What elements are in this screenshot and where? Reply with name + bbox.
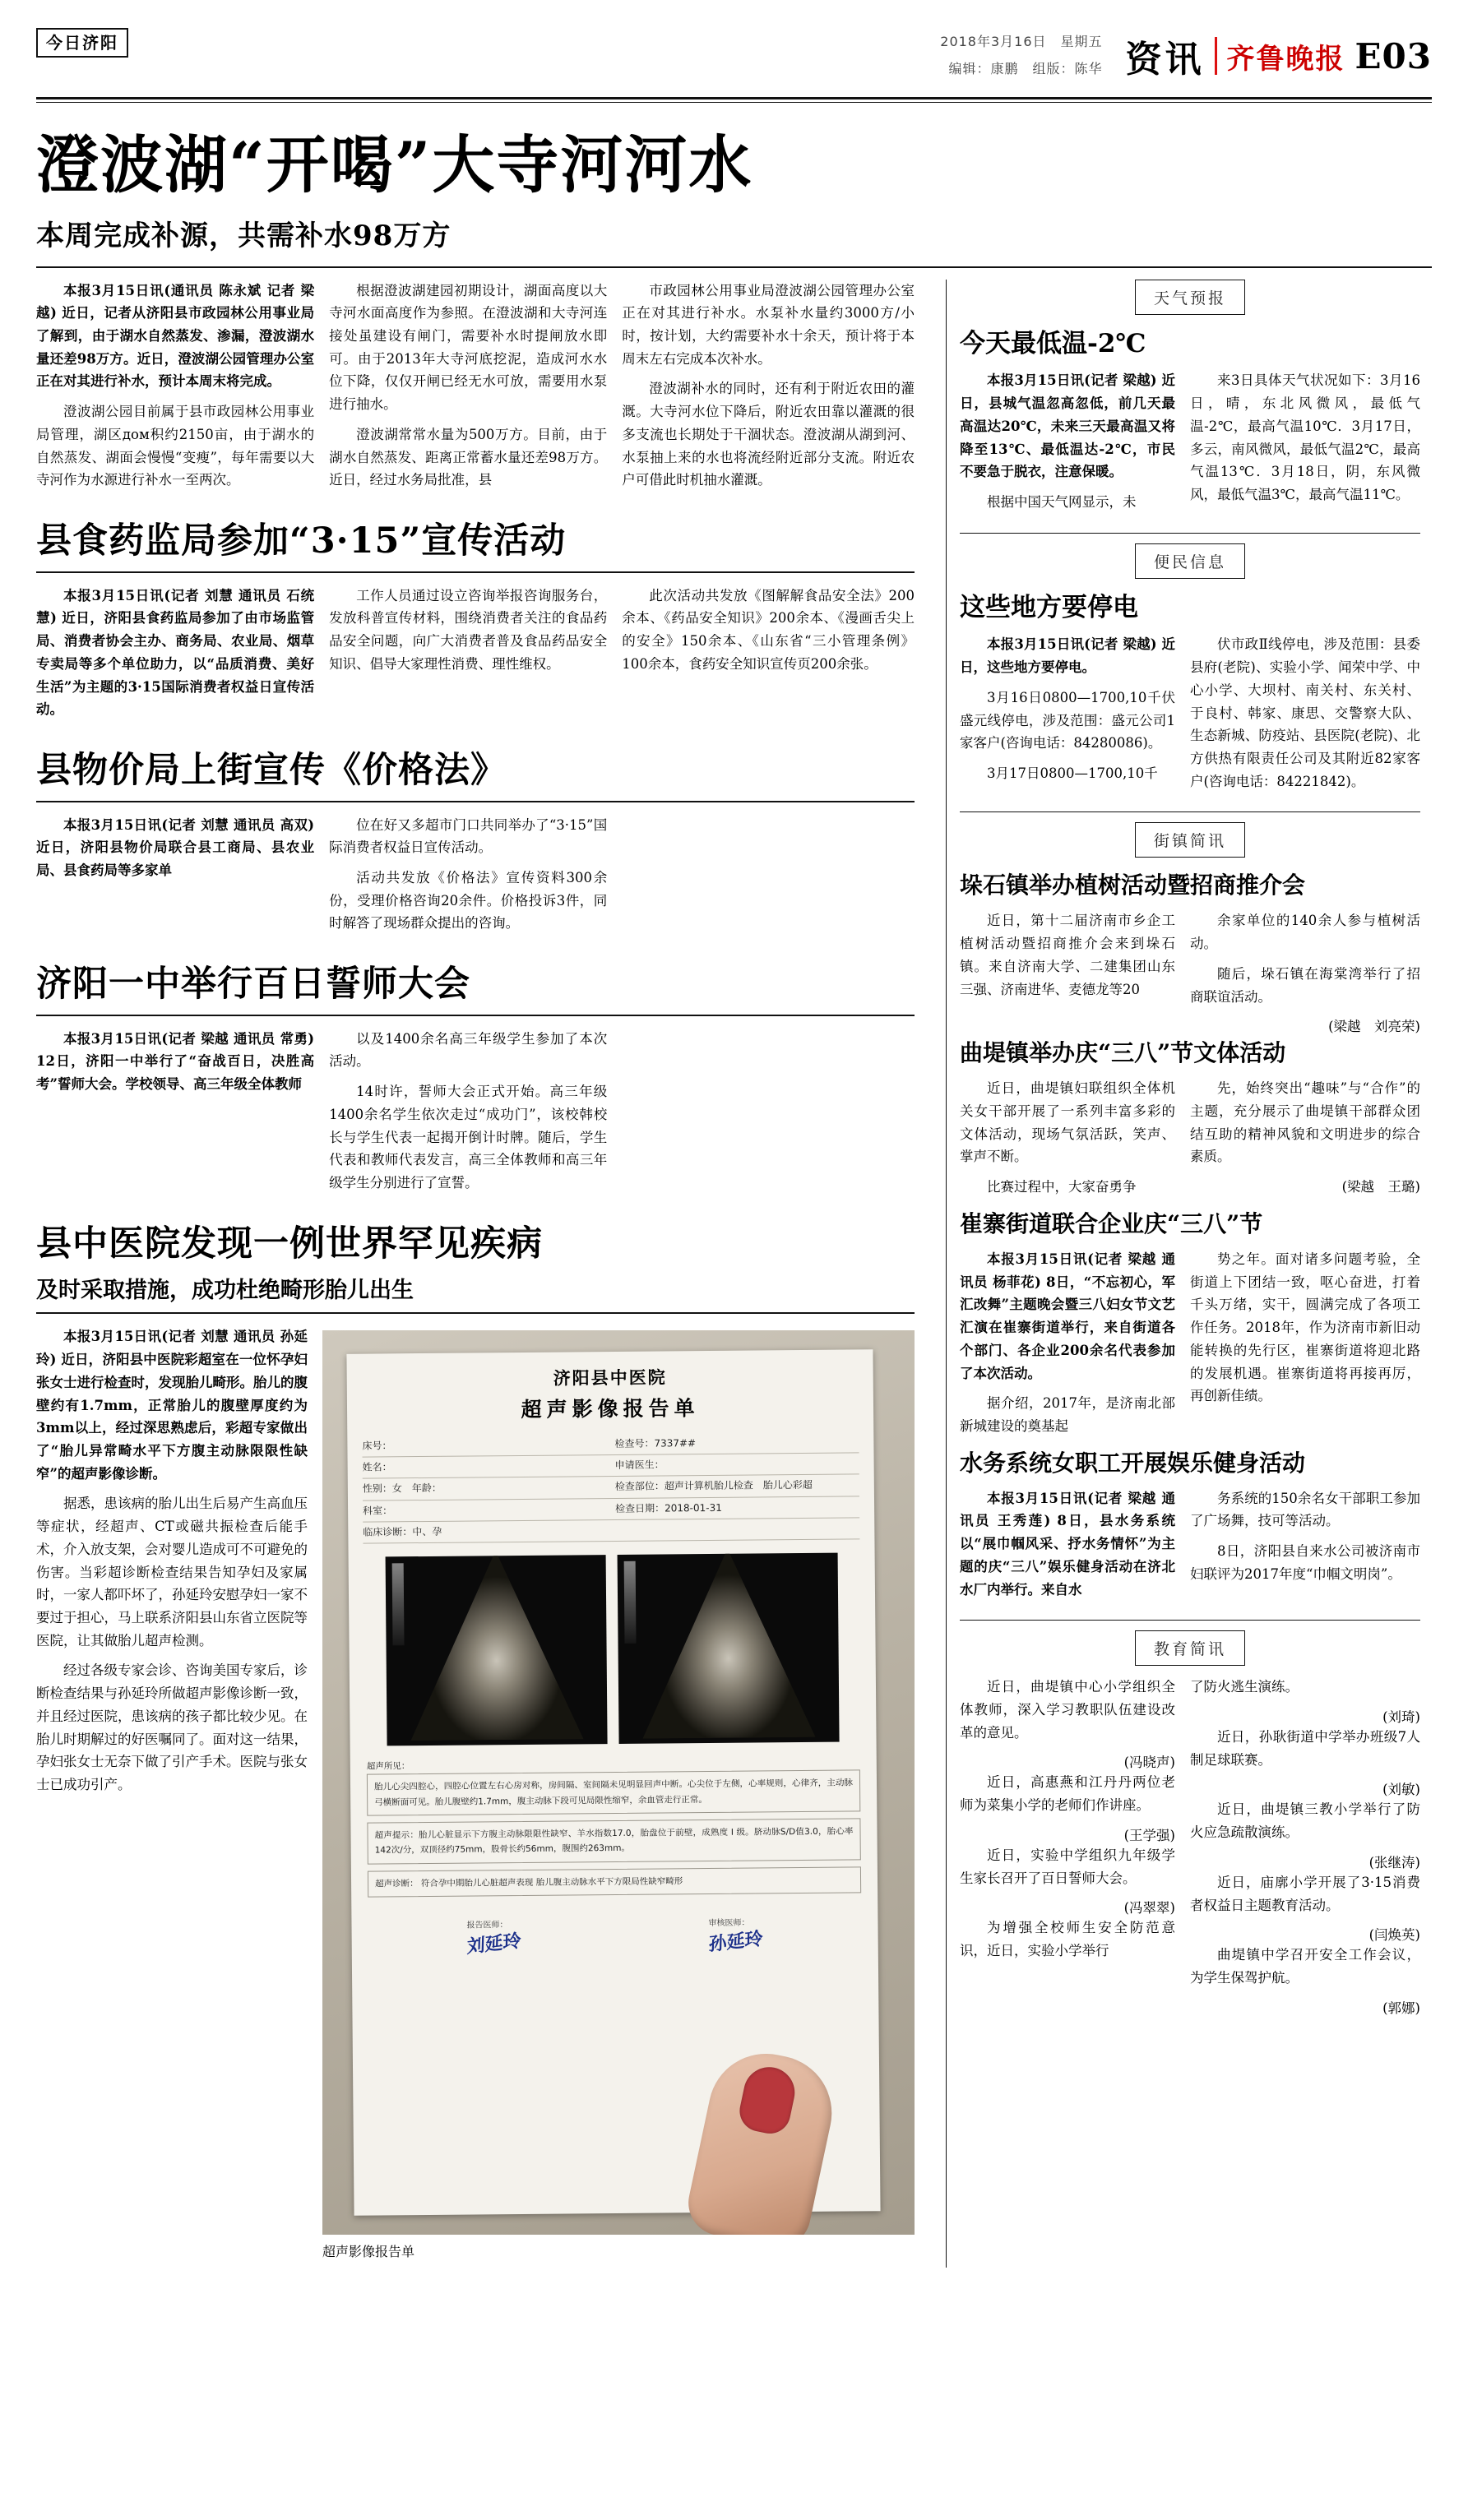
- paragraph: 本报3月15日讯(记者 梁越) 近日，县城气温忽高忽低，前几天最高温达20℃，未来三天最高温又将降至13℃、最低温达-2℃，市民不要急于脱衣，注意保暖。: [960, 372, 1175, 480]
- story-title-oath-rally: 济阳一中举行百日誓师大会: [36, 964, 470, 1006]
- weather-columns: [960, 369, 1420, 520]
- feature-subtitle: 及时采取措施，成功杜绝畸形胎儿出生: [36, 1278, 414, 1304]
- paragraph: 据介绍，2017年，是济南北部新城建设的奠基起: [960, 1395, 1175, 1434]
- town3-col-1: [960, 1487, 1190, 1609]
- paragraph: 澄波湖公园目前属于县市政园林公用事业局管理，湖区дом积约2150亩，由于湖水的自然蒸发、湖面会慢慢“变瘦”，每年需要以大寺河作为水源进行补水一至两次。: [36, 404, 315, 488]
- byline: (张继涛): [1368, 1854, 1420, 1870]
- paragraph: 曲堤镇中学召开安全工作会议，为学生保驾护航。: [1190, 1947, 1420, 1986]
- masthead-right: [1126, 28, 1432, 82]
- field-name: 姓名：: [362, 1461, 392, 1474]
- paragraph: 近日，孙耿街道中学举办班级7人制足球联赛。: [1190, 1728, 1420, 1768]
- town-item-2-columns: [960, 1248, 1420, 1445]
- town0-col-1: [960, 909, 1190, 1035]
- paper-name: 齐鲁晚报: [1226, 42, 1345, 76]
- report-doctor-signature: 刘延玲: [466, 1930, 521, 1958]
- lead-col-1: [36, 280, 329, 499]
- lead-story-columns: [36, 280, 915, 499]
- story2-col-1: [36, 814, 329, 943]
- today-tag: 今日济阳: [36, 28, 128, 58]
- section-rule: [36, 801, 915, 802]
- review-doctor-signature: 孙延玲: [708, 1928, 763, 1957]
- signature-right: [708, 1916, 763, 1957]
- lead-col-2: [329, 280, 622, 499]
- story1-col-2: [329, 585, 622, 728]
- field-part: 检查部位：超声计算机胎儿检查 胎儿心彩超: [614, 1479, 813, 1493]
- town1-col-2: [1190, 1077, 1420, 1206]
- tab-town-briefs[interactable]: 街镇简讯: [1135, 822, 1245, 858]
- conclusion-box: [368, 1867, 861, 1898]
- paragraph: 务系统的150余名女干部职工参加了广场舞，技可等活动。: [1190, 1490, 1420, 1529]
- feature-photo-column: [322, 1325, 915, 2260]
- town-item-title-3: 水务系统女职工开展娱乐健身活动: [960, 1449, 1306, 1477]
- weather-tab-wrap: [960, 280, 1420, 325]
- paragraph: 本报3月15日讯(记者 梁越 通讯员 杨菲花) 8日，“不忘初心，军汇改舞”主题晚会暨三八妇女节文艺汇演在崔寨街道举行，来自街道各个部门、各企业200余名代表参加了本次活动。: [960, 1251, 1175, 1381]
- paragraph: 8日，济阳县自来水公司被济南市妇联评为2017年度“巾帼文明岗”。: [1190, 1543, 1420, 1582]
- ultrasound-image-right: [618, 1553, 840, 1744]
- byline: (冯晓声): [1123, 1755, 1175, 1771]
- edu-columns: [960, 1676, 1420, 2016]
- paragraph: 本报3月15日讯(记者 刘慧 通讯员 高双) 近日，济阳县物价局联合县工商局、县农业局、县食药局等多家单: [36, 816, 315, 878]
- paragraph: 经过各级专家会诊、咨询美国专家后，诊断检查结果与孙延玲所做超声影像诊断一致，并且经过医院，患该病的孩子都比较少见。在胎儿时期解过的好医嘱同了。面对这一结果，孕妇张女士无奈下做了引产手术。医院与张女士已成功引产。: [36, 1662, 308, 1793]
- paragraph: 3月17日0800—1700,10千: [987, 765, 1158, 781]
- paragraph: 比赛过程中，大家奋勇争: [987, 1179, 1137, 1195]
- byline: (梁越 王璐): [1341, 1179, 1420, 1195]
- paragraph: 近日，曲堤镇妇联组织全体机关女干部开展了一系列丰富多彩的文体活动，现场气氛活跃，笑声、掌声不断。: [960, 1080, 1175, 1165]
- story3-col-1: [36, 1028, 329, 1202]
- story-2-columns: [36, 814, 915, 943]
- edu-col-2: [1190, 1676, 1420, 2016]
- town0-col-2: [1190, 909, 1420, 1035]
- signature-left: [466, 1918, 521, 1957]
- story2-col-3: [622, 814, 915, 943]
- town2-col-2: [1190, 1248, 1420, 1445]
- conclusion-label: 超声诊断：: [375, 1879, 419, 1889]
- paragraph: 了防火逃生演练。: [1190, 1679, 1299, 1695]
- field-check-no: 检查号：7337##: [614, 1437, 697, 1450]
- feature-text-column: [36, 1325, 322, 2260]
- story2-col-2: [329, 814, 622, 943]
- ultrasound-images: [349, 1553, 877, 1747]
- masthead: [36, 28, 1432, 92]
- column-divider: [946, 280, 947, 2268]
- findings-label: 超声所见：: [366, 1761, 410, 1772]
- lead-headline-block: [36, 128, 1432, 253]
- tab-public-notice[interactable]: 便民信息: [1135, 543, 1245, 579]
- section-rule: [36, 571, 915, 573]
- tab-education-briefs[interactable]: 教育简讯: [1135, 1630, 1245, 1666]
- sidebar-rule: [960, 811, 1420, 812]
- weather-col-1: [960, 369, 1190, 520]
- paragraph: 活动共发放《价格法》宣传资料300余份，受理价格咨询20余件。价格投诉3件，同时解答了现场群众提出的咨询。: [329, 870, 608, 932]
- report-title: 超声影像报告单: [521, 1396, 700, 1422]
- lead-subhead: 本周完成补源，共需补水98万方: [36, 219, 452, 252]
- review-doctor-label: 审核医师：: [708, 1919, 750, 1929]
- section-rule: [36, 1015, 915, 1016]
- story3-col-2: [329, 1028, 622, 1202]
- tab-weather[interactable]: 天气预报: [1135, 280, 1245, 315]
- paragraph: 以及1400余名高三年级学生参加了本次活动。: [329, 1030, 608, 1070]
- conclusion-text: 符合孕中期胎儿心脏超声表现 胎儿腹主动脉水平下方限局性缺窄畸形: [420, 1876, 683, 1889]
- byline: (刘敏): [1382, 1782, 1420, 1798]
- paragraph: 工作人员通过设立咨询举报咨询服务台，发放科普宣传材料，围绕消费者关注的食品药品安全问题，向广大消费者普及食品药品安全知识、倡导大家理性消费、理性维权。: [329, 587, 608, 672]
- town-item-0-columns: [960, 909, 1420, 1035]
- findings-text-2: 超声提示：胎儿心脏显示下方腹主动脉限限性缺窄、羊水指数17.0，胎盘位于前壁，成熟度 I 级。脐动脉S/D值3.0，胎心率142次/分，双顶径约75mm，股骨长约56mm，腹围约263mm。: [367, 1819, 860, 1865]
- signature-area: [351, 1915, 878, 1958]
- story-3-columns: [36, 1028, 915, 1202]
- editor-credit: 编辑：康鹏 组版：陈华: [948, 61, 1103, 76]
- paragraph: 近日，曲堤镇中心小学组织全体教师，深入学习教职队伍建设改革的意见。: [960, 1679, 1175, 1741]
- paragraph: 余家单位的140余人参与植树活动。: [1190, 913, 1420, 952]
- masthead-rule-thin: [36, 102, 1432, 103]
- byline: (冯翠翠): [1123, 1900, 1175, 1917]
- town-item-3-columns: [960, 1487, 1420, 1609]
- masthead-rule-thick: [36, 97, 1432, 99]
- paragraph: 本报3月15日讯(记者 刘慧 通讯员 石统慧) 近日，济阳县食药监局参加了由市场监管局、消费者协会主办、商务局、农业局、烟草专卖局等多个单位助力，以“品质消费、美好生活”为主题的3·15国际消费者权益日宣传活动。: [36, 587, 315, 718]
- edu-tab-wrap: [960, 1630, 1420, 1676]
- section-rule: [36, 1312, 915, 1314]
- feature-title: 县中医院发现一例世界罕见疾病: [36, 1223, 543, 1265]
- paragraph: 近日，庙廓小学开展了3·15消费者权益日主题教育活动。: [1190, 1874, 1420, 1913]
- paragraph: 14时许，誓师大会正式开始。高三年级1400余名学生依次走过“成功门”，该校韩校长与学生代表一起揭开倒计时牌。随后，学生代表和教师代表发言，高三全体教师和高三年级学生分别进行了宣誓。: [329, 1084, 608, 1191]
- page-title: 澄波湖“开喝”大寺河河水: [36, 128, 753, 201]
- paragraph: 此次活动共发放《图解解食品安全法》200余本、《药品安全知识》200余本、《漫画舌尖上的安全》150余本、《山东省“三小管理条例》100余本，食药安全知识宣传页200余张。: [622, 587, 915, 672]
- body-grid: [36, 280, 1432, 2268]
- paragraph: 本报3月15日讯(记者 梁越 通讯员 王秀莲) 8日，县水务系统以“展巾帼风采、抒水务情怀”为主题的庆“三八”娱乐健身活动在济北水厂内举行。来自水: [960, 1490, 1175, 1598]
- field-diagnosis: 临床诊断：中、孕: [363, 1525, 442, 1538]
- town-item-title-1: 曲堤镇举办庆“三八”节文体活动: [960, 1039, 1286, 1067]
- paragraph: 澄波湖补水的同时，还有利于附近农田的灌溉。大寺河水位下降后，附近农田靠以灌溉的很多支流也长期处于干涸状态。澄波湖从湖到河、水泵抽上来的水也将流经附近部分支流。附近农户可借此时机抽水灌溉。: [622, 381, 915, 488]
- paragraph: 根据中国天气网显示，未: [987, 493, 1137, 510]
- paragraph: 根据澄波湖建园初期设计，湖面高度以大寺河水面高度作为参照。在澄波湖和大寺河连接处虽建设有闸门，需要补水时提闸放水即可。由于2013年大寺河底挖泥，造成河水水位下降，仅仅开闸已经无水可放，需要用水泵进行抽水。: [329, 282, 608, 413]
- town-item-title-0: 垛石镇举办植树活动暨招商推介会: [960, 872, 1306, 899]
- fingernail: [736, 2063, 799, 2138]
- sidebar-rule: [960, 533, 1420, 534]
- byline: (郭娜): [1382, 2000, 1420, 2016]
- notice-headline: 这些地方要停电: [960, 592, 1138, 622]
- divider-bar: [1215, 37, 1217, 75]
- hospital-name: 济阳县中医院: [553, 1366, 667, 1389]
- town-tab-wrap: [960, 822, 1420, 867]
- section-name: 资讯: [1125, 39, 1205, 81]
- ultrasound-report-photo: [322, 1330, 915, 2235]
- headline-rule: [36, 266, 1432, 268]
- main-column: [36, 280, 933, 2268]
- paragraph: 势之年。面对诸多问题考验，全街道上下团结一致，呕心奋进，打着千头万绪，实干，圆满完成了各项工作任务。2018年，作为济南市新旧动能转换的先行区，崔寨街道将迎北路的发展机遇。崔寨街道将再接再厉，再创新佳绩。: [1190, 1251, 1420, 1404]
- masthead-center: [128, 28, 1126, 77]
- story3-col-3: [622, 1028, 915, 1202]
- paragraph: 本报3月15日讯(记者 梁越) 近日，这些地方要停电。: [960, 636, 1175, 676]
- paragraph: 伏市政Ⅱ线停电，涉及范围：县委县府(老院)、实验小学、闻荣中学、中心小学、大坝村、南关村、东关村、于良村、韩家、康思、交警察大队、生态新城、防疫站、县医院(老院)、北方供热有限责任公司及其附近82家客户(咨询电话：84221842)。: [1190, 636, 1420, 789]
- notice-tab-wrap: [960, 543, 1420, 589]
- issue-date: 2018年3月16日 星期五: [940, 34, 1103, 49]
- paragraph: 本报3月15日讯(记者 梁越 通讯员 常勇) 12日，济阳一中举行了“奋战百日，决胜高考”誓师大会。学校领导、高三年级全体教师: [36, 1030, 315, 1093]
- byline: (刘琦): [1382, 1709, 1420, 1725]
- paragraph: 3月16日0800—1700,10千伏盛元线停电，涉及范围：盛元公司1家客户(咨询电话：84280086)。: [960, 689, 1175, 751]
- field-doctor: 申请医生：: [614, 1459, 665, 1472]
- field-date: 检查日期：2018-01-31: [615, 1501, 722, 1514]
- byline: (梁越 刘亮荣): [1328, 1019, 1420, 1035]
- town1-col-1: [960, 1077, 1190, 1206]
- masthead-left: [36, 28, 128, 58]
- paragraph: 随后，垛石镇在海棠湾举行了招商联谊活动。: [1190, 965, 1420, 1005]
- field-row: [363, 1519, 859, 1544]
- paragraph: 近日，曲堤镇三教小学举行了防火应急疏散演练。: [1190, 1801, 1420, 1841]
- paragraph: 澄波湖常常水量为500万方。目前，由于湖水自然蒸发、距离正常蓄水量还差98万方。近日，经过水务局批准，县: [329, 426, 608, 488]
- notice-col-2: [1190, 633, 1420, 800]
- findings-text: 胎儿心尖四腔心，四腔心位置左右心房对称，房间隔、室间隔未见明显回声中断。心尖位于左侧，心率规则，心律齐，主动脉弓横断面可见。胎儿腹壁约1.7mm，腹主动脉下段可见局限性缩窄，余血管走行正常。: [367, 1770, 860, 1816]
- story1-col-1: [36, 585, 329, 728]
- feature-body: [36, 1325, 915, 2260]
- paragraph: 先，始终突出“趣味”与“合作”的主题，充分展示了曲堤镇干部群众团结互助的精神风貌和文明进步的综合素质。: [1190, 1080, 1420, 1165]
- paragraph: 为增强全校师生安全防范意识，近日，实验小学举行: [960, 1920, 1175, 1958]
- sidebar-rule: [960, 1620, 1420, 1621]
- town2-col-1: [960, 1248, 1190, 1445]
- field-bed: 床号：: [362, 1440, 392, 1453]
- lead-col-3: [622, 280, 915, 499]
- paragraph: 近日，第十二届济南市乡企工植树活动暨招商推介会来到垛石镇。来自济南大学、二建集团山东三强、济南进华、麦德龙等20: [960, 913, 1175, 997]
- town3-col-2: [1190, 1487, 1420, 1609]
- sidebar: [960, 280, 1420, 2268]
- paragraph: 本报3月15日讯(记者 刘慧 通讯员 孙延玲) 近日，济阳县中医院彩超室在一位怀孕妇张女士进行检查时，发现胎儿畸形。胎儿的腹壁约有1.7mm，正常胎儿的腹壁厚度约为3mm以上，经过深思熟虑后，彩超专家做出了“胎儿异常畸水平下方腹主动脉限限性缺窄”的超声影像诊断。: [36, 1329, 308, 1482]
- field-blank: [615, 1519, 859, 1542]
- paragraph: 位在好又多超市门口共同举办了“3·15”国际消费者权益日宣传活动。: [329, 816, 608, 856]
- town-item-1-columns: [960, 1077, 1420, 1206]
- report-heading: [346, 1350, 873, 1426]
- story1-col-3: [622, 585, 915, 728]
- report-text: [367, 1755, 861, 1898]
- photo-caption: 超声影像报告单: [322, 2244, 415, 2260]
- notice-col-1: [960, 633, 1190, 800]
- paragraph: 近日，高惠燕和江丹丹两位老师为菜集小学的老师们作讲座。: [960, 1774, 1175, 1814]
- photo-block: [322, 1330, 915, 2260]
- town-item-title-2: 崔寨街道联合企业庆“三八”节: [960, 1209, 1263, 1237]
- story-title-price-law: 县物价局上街宣传《价格法》: [36, 749, 507, 791]
- paragraph: 近日，实验中学组织九年级学生家长召开了百日誓师大会。: [960, 1847, 1175, 1886]
- ultrasound-image-left: [386, 1555, 608, 1746]
- byline: (王学强): [1123, 1827, 1175, 1843]
- paragraph: 本报3月15日讯(通讯员 陈永斌 记者 梁越) 近日，记者从济阳县市政园林公用事业局了解到，由于湖水自然蒸发、渗漏，澄波湖水量还差98万方。近日，澄波湖公园管理办公室正在对其进行补水，预计本周末将完成。: [36, 282, 315, 390]
- report-doctor-label: 报告医师：: [466, 1921, 508, 1931]
- page-number: E03: [1355, 35, 1432, 76]
- paragraph: 据悉，患该病的胎儿出生后易产生高血压等症状，经超声、CT或磁共振检查后能手术，介入放支架，会对婴儿造成可不可避免的伤害。当彩超诊断检查结果告知孕妇及家属时，一家人都吓坏了，孙延玲安慰孕妇一家不要过于担心，马上联系济阳县山东省立医院等医院，让其做胎儿超声检测。: [36, 1496, 308, 1648]
- weather-headline: 今天最低温-2℃: [960, 328, 1146, 358]
- report-fields: [362, 1432, 859, 1544]
- paragraph: 来3日具体天气状况如下：3月16日，晴，东北风微风，最低气温-2℃，最高气温10℃．3月17日，多云，南风微风，最低气温2℃，最高气温13℃．3月18日，阴，东风微风，最低气温3℃，最高气温11℃。: [1190, 372, 1420, 502]
- byline: (闫焕英): [1368, 1927, 1420, 1944]
- weather-col-2: [1190, 369, 1420, 520]
- paragraph: 市政园林公用事业局澄波湖公园管理办公室正在对其进行补水。水泵补水量约3000方/小时，按计划，大约需要补水十余天，预计将于本周末左右完成本次补水。: [622, 282, 915, 367]
- story-1-columns: [36, 585, 915, 728]
- edu-col-1: [960, 1676, 1190, 2016]
- story-title-food-drug: 县食药监局参加“3·15”宣传活动: [36, 520, 567, 562]
- field-dept: 科室：: [363, 1505, 393, 1517]
- notice-columns: [960, 633, 1420, 800]
- field-sex-age: 性别：女 年龄：: [362, 1482, 442, 1496]
